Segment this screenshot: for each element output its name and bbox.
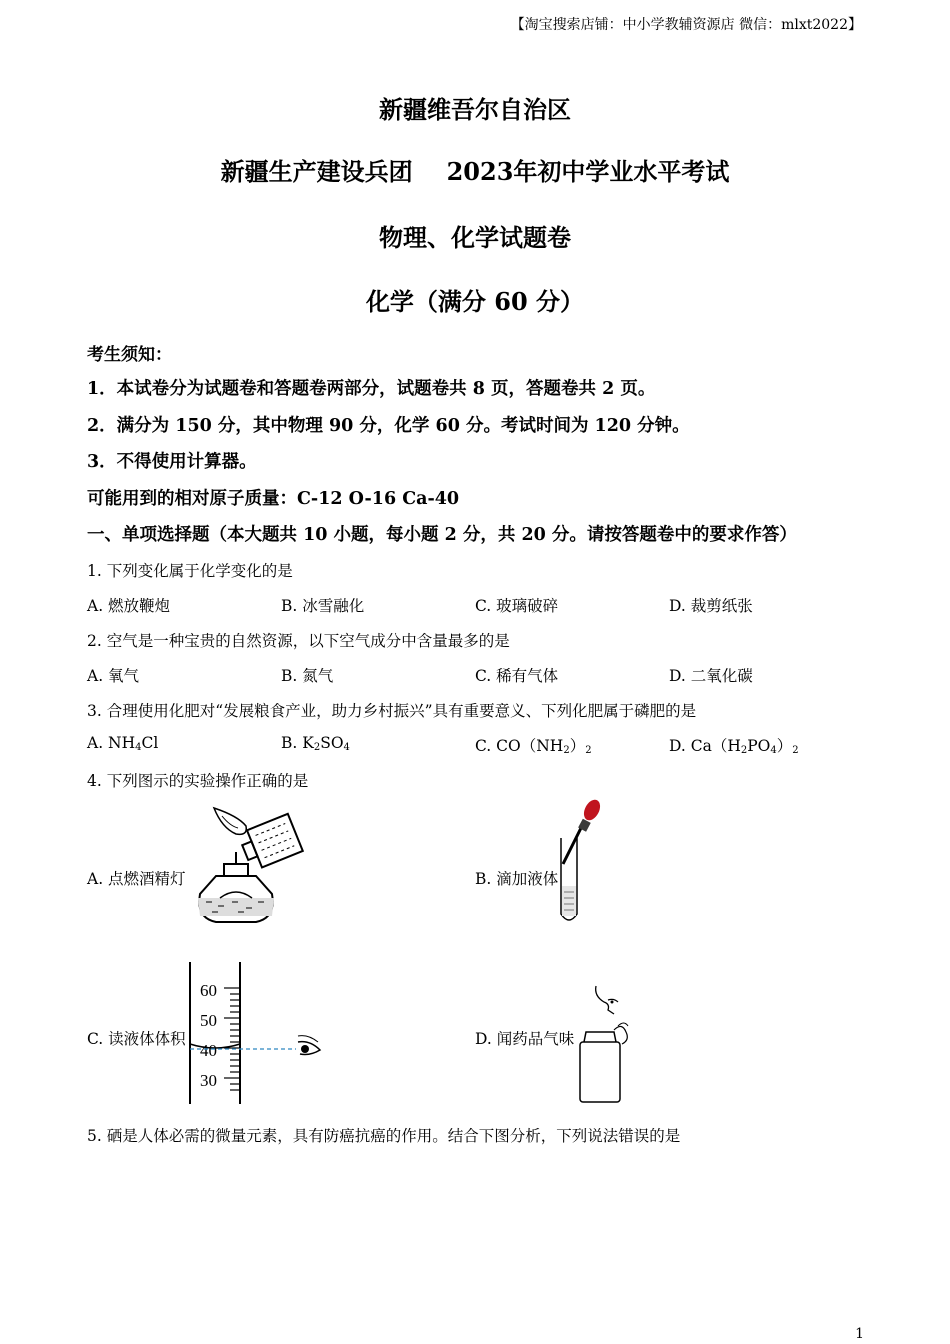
dropper-figure xyxy=(555,798,605,928)
q4-option-a: A. 点燃酒精灯 xyxy=(87,870,186,888)
scale-label-60: 60 xyxy=(200,981,217,1000)
notice-item-2: 2．满分为 150 分，其中物理 90 分，化学 60 分。考试时间为 120 分钟。 xyxy=(87,416,690,436)
scale-label-50: 50 xyxy=(200,1011,217,1030)
section-1-heading: 一、单项选择题（本大题共 10 小题，每小题 2 分，共 20 分。请按答题卷中的要求作答） xyxy=(87,525,797,545)
atomic-masses: 可能用到的相对原子质量：C-12 O-16 Ca-40 xyxy=(87,489,460,509)
q1-option-a: A. 燃放鞭炮 xyxy=(87,597,171,615)
q1-option-d: D. 裁剪纸张 xyxy=(669,597,753,615)
q4-option-d: D. 闻药品气味 xyxy=(475,1030,575,1048)
q3-option-b: B. $K_2SO_4$ xyxy=(281,734,350,753)
notice-item-1: 1．本试卷分为试题卷和答题卷两部分，试题卷共 8 页，答题卷共 2 页。 xyxy=(87,379,656,399)
scale-label-30: 30 xyxy=(200,1071,217,1090)
title-line-2b: 2023年初中学业水平考试 xyxy=(446,157,730,186)
q4-stem: 4. 下列图示的实验操作正确的是 xyxy=(87,772,309,790)
page-number: 1 xyxy=(855,1326,864,1342)
title-line-1: 新疆维吾尔自治区 xyxy=(379,95,571,124)
graduated-cylinder-figure xyxy=(186,958,326,1106)
smelling-figure xyxy=(574,982,644,1106)
title-line-2a: 新疆生产建设兵团 xyxy=(220,157,413,186)
q4-option-b: B. 滴加液体 xyxy=(475,870,559,888)
q1-option-c: C. 玻璃破碎 xyxy=(475,597,559,615)
face-icon xyxy=(596,986,618,1014)
q2-option-d: D. 二氧化碳 xyxy=(669,667,753,685)
q2-option-a: A. 氧气 xyxy=(87,667,140,685)
eye-icon xyxy=(298,1036,320,1055)
q5-stem: 5. 硒是人体必需的微量元素，具有防癌抗癌的作用。结合下图分析，下列说法错误的是 xyxy=(87,1127,681,1145)
scale-label-40: 40 xyxy=(200,1041,217,1060)
q1-option-b: B. 冰雪融化 xyxy=(281,597,365,615)
title-line-4: 化学（满分 60 分） xyxy=(365,287,585,316)
alcohol-lamp-figure xyxy=(186,798,306,928)
q2-option-c: C. 稀有气体 xyxy=(475,667,559,685)
q2-option-b: B. 氮气 xyxy=(281,667,334,685)
notice-heading: 考生须知： xyxy=(87,345,172,365)
q3-option-d: D. $Ca(H_2PO_4)_2$ xyxy=(669,737,799,756)
q4-option-c: C. 读液体体积 xyxy=(87,1030,186,1048)
q1-stem: 1. 下列变化属于化学变化的是 xyxy=(87,562,293,580)
q3-option-a: A. $NH_4Cl$ xyxy=(87,734,159,753)
q3-stem: 3. 合理使用化肥对“发展粮食产业，助力乡村振兴”具有重要意义、下列化肥属于磷肥的是 xyxy=(87,702,697,720)
q2-stem: 2. 空气是一种宝贵的自然资源，以下空气成分中含量最多的是 xyxy=(87,632,510,650)
title-line-3: 物理、化学试题卷 xyxy=(379,223,571,252)
header-note: 【淘宝搜索店铺：中小学教辅资源店 微信：mlxt2022】 xyxy=(510,17,862,33)
q3-option-c: C. $CO(NH_2)_2$ xyxy=(475,737,592,756)
title-line-2 xyxy=(0,152,950,187)
notice-item-3: 3．不得使用计算器。 xyxy=(87,452,257,472)
